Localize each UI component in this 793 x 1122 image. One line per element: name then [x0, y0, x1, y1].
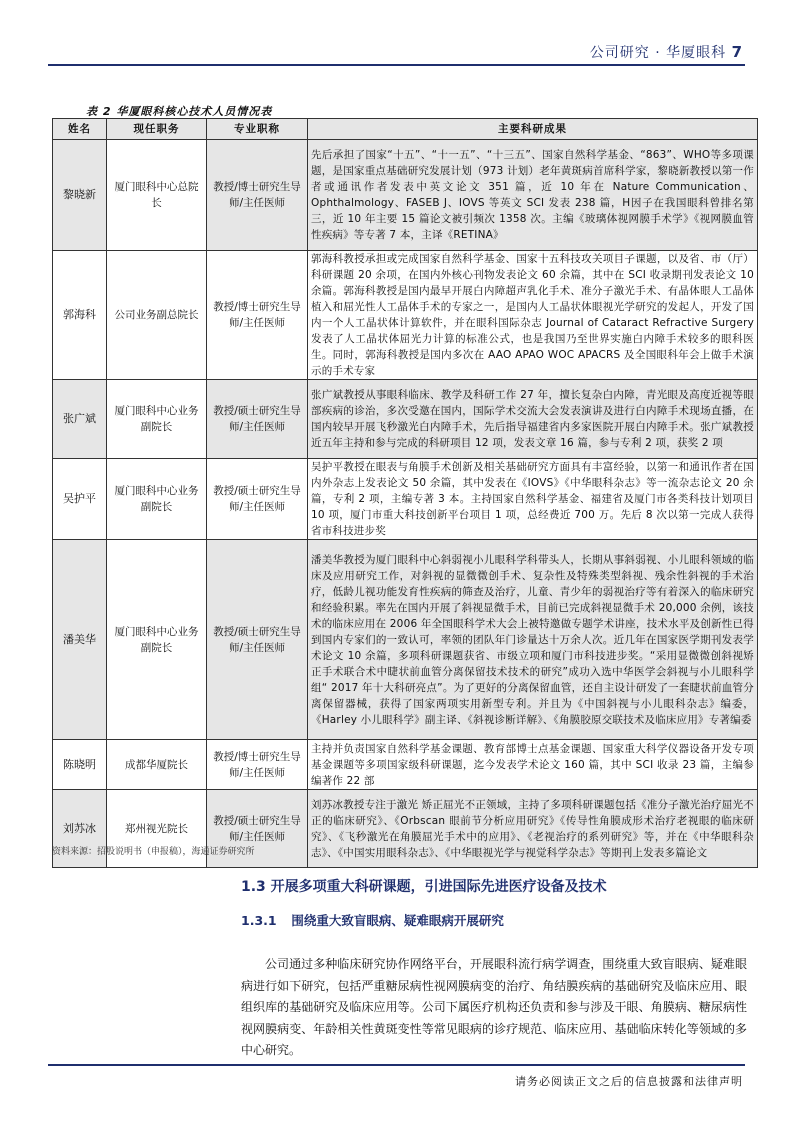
footer-disclaimer: 请务必阅读正文之后的信息披露和法律声明 [515, 1075, 743, 1088]
header-divider [48, 64, 745, 66]
staff-position: 厦门眼科中心总院长 [107, 140, 207, 251]
staff-title: 教授/硕士研究生导师/主任医师 [207, 540, 308, 740]
staff-position: 郑州视光院长 [107, 790, 207, 868]
column-header-achievements: 主要科研成果 [308, 119, 758, 140]
staff-title: 教授/博士研究生导师/主任医师 [207, 251, 308, 380]
staff-position: 厦门眼科中心业务副院长 [107, 459, 207, 540]
page-header [590, 42, 743, 62]
column-header-position: 现任职务 [107, 119, 207, 140]
table-header-row [53, 119, 758, 140]
footer-divider [48, 1064, 745, 1066]
staff-achievements: 刘苏冰教授专注于激光 矫正屈光不正领域，主持了多项科研课题包括《准分子激光治疗屈光不正的临床研究》、《Orbscan 眼前节分析应用研究》《传导性角膜成形术治疗老视眼的临床研究》、《飞秒激光在角膜屈光手术中的应用》、《老视治疗的系列研究》等，并在《中华眼科杂志》、《中国实用眼科杂志》、《中华眼视光学与视觉科学杂志》等期刊上发表多篇论文 [308, 790, 758, 868]
section-heading: 1.3 开展多项重大科研课题，引进国际先进医疗设备及技术 [241, 879, 607, 895]
table-source-note: 资料来源：招股说明书（申报稿），海通证券研究所 [52, 847, 255, 857]
subsection-title: 围绕重大致盲眼病、疑难眼病开展研究 [291, 913, 504, 928]
body-paragraph: 公司通过多种临床研究协作网络平台，开展眼科流行病学调查，围绕重大致盲眼病、疑难眼病进行如下研究，包括严重糖尿病性视网膜病变的治疗、角结膜疾病的基础研究及临床应用、眼组织库的基础研究及临床应用等。公司下属医疗机构还负责和参与涉及干眼、角膜病、糖尿病性视网膜病变、年龄相关性黄斑变性等常见眼病的诊疗规范、临床应用、基础临床转化等领域的多中心研究。 [241, 957, 747, 1057]
staff-name: 黎晓新 [53, 140, 107, 251]
table-row [53, 459, 758, 540]
staff-position: 成都华厦院长 [107, 740, 207, 790]
staff-position: 公司业务副总院长 [107, 251, 207, 380]
staff-achievements: 吴护平教授在眼表与角膜手术创新及相关基础研究方面具有丰富经验，以第一和通讯作者在国内外杂志上发表论文 50 余篇，其中发表在《IOVS》《中华眼科杂志》等一流杂志论文 20 余篇，专利 2 项，主编专著 3 本。主持国家自然科学基金、福建省及厦门市各类科技计划项目 10 项，厦门市重大科技创新平台项目 1 项，总经费近 700 万。先后 8 次以第一完成人获得省市科技进步奖 [308, 459, 758, 540]
subsection-heading [241, 911, 504, 929]
page-number: 7 [731, 43, 743, 61]
subsection-number: 1.3.1 [241, 913, 277, 928]
core-staff-table [52, 118, 758, 868]
column-header-title: 专业职称 [207, 119, 308, 140]
staff-name: 张广斌 [53, 380, 107, 459]
staff-name: 郭海科 [53, 251, 107, 380]
staff-achievements: 潘美华教授为厦门眼科中心斜弱视小儿眼科学科带头人，长期从事斜弱视、小儿眼科领域的临床及应用研究工作，对斜视的显微微创手术、复杂性及特殊类型斜视、残余性斜视的手术治疗，低龄儿视功能发育性疾病的筛查及治疗，儿童、青少年的弱视治疗等有着深入的临床研究和经验积累。率先在国内开展了斜视显微手术，目前已完成斜视显微手术 20,000 余例，该技术的临床应用在 2006 年全国眼科学术大会上被特邀做专题学术讲座，技术水平及创新性已得到国内专家们的一致认可，率领的团队年门诊量达十万余人次。近几年在国家医学期刊发表学术论文 10 余篇，多项科研课题获省、市级立项和厦门市科技进步奖。“采用显微微创斜视矫正手术联合术中睫状前血管分离保留技术技术的研究”成功入选中华医学会斜视与小儿眼科学组“ 2017 年十大科研亮点”。为了更好的分离保留血管，还自主设计研发了一套睫状前血管分离保留器械，获得了国家两项实用新型专利。并且为《中国斜视与小儿眼科杂志》编委，《Harley 小儿眼科学》副主译、《斜视诊断详解》、《角膜胶原交联技术及临床应用》专著编委 [308, 540, 758, 740]
column-header-name: 姓名 [53, 119, 107, 140]
staff-table-container [52, 118, 757, 868]
staff-title: 教授/硕士研究生导师/主任医师 [207, 790, 308, 868]
staff-name: 潘美华 [53, 540, 107, 740]
staff-achievements: 先后承担了国家“十五”、“十一五”、“十三五”、国家自然科学基金、“863”、WHO等多项课题，是国家重点基础研究发展计划（973 计划）老年黄斑病首席科学家，黎晓新教授以第一作者或通讯作者发表中英文论文 351 篇，近 10 年在 Nature Communication、Ophthalmology、FASEB J、IOVS 等英文 SCI 发表 238 篇，H因子在我国眼科曾排名第三，近 10 年主要 15 篇论文被引频次 1358 次。主编《玻璃体视网膜手术学》《视网膜血管性疾病》等专著 7 本，主译《RETINA》 [308, 140, 758, 251]
table-row [53, 140, 758, 251]
table-row [53, 540, 758, 740]
table-caption: 表 2 华厦眼科核心技术人员情况表 [86, 105, 273, 118]
staff-position: 厦门眼科中心业务副院长 [107, 540, 207, 740]
staff-title: 教授/博士研究生导师/主任医师 [207, 140, 308, 251]
staff-achievements: 郭海科教授承担或完成国家自然科学基金、国家十五科技攻关项目子课题，以及省、市（厅）科研课题 20 余项，在国内外核心刊物发表论文 60 余篇，其中在 SCI 收录期刊发表论文 10 余篇。郭海科教授是国内最早开展白内障超声乳化手术、准分子激光手术、有晶体眼人工晶体植入和屈光性人工晶体手术的专家之一，是国内人工晶状体眼视光学研究的发起人，开发了国内一个人工晶状体计算软件，并在眼科国际杂志 Journal of Cataract Refractive Surgery 发表了人工晶状体屈光力计算的标准公式，也是我国乃至世界实施白内障手术较多的眼科医生。同时，郭海科教授是国内多次在 AAO APAO WOC APACRS 及全国眼科年会上做手术演示的手术专家 [308, 251, 758, 380]
table-row [53, 251, 758, 380]
staff-name: 刘苏冰 [53, 790, 107, 868]
staff-name: 吴护平 [53, 459, 107, 540]
staff-title: 教授/博士研究生导师/主任医师 [207, 740, 308, 790]
staff-achievements: 主持并负责国家自然科学基金课题、教育部博士点基金课题、国家重大科学仪器设备开发专项基金课题等多项国家级科研课题，迄今发表学术论文 160 篇，其中 SCI 收录 23 篇，主编参编著作 22 部 [308, 740, 758, 790]
staff-achievements: 张广斌教授从事眼科临床、教学及科研工作 27 年，擅长复杂白内障，青光眼及高度近视等眼部疾病的诊治，多次受邀在国内，国际学术交流大会发表演讲及进行白内障手术现场直播，在国内较早开展飞秒激光白内障手术，先后指导福建省内多家医院开展白内障手术。张广斌教授近五年主持和参与完成的科研项目 12 项，发表文章 16 篇，参与专利 2 项，获奖 2 项 [308, 380, 758, 459]
table-row [53, 740, 758, 790]
staff-title: 教授/硕士研究生导师/主任医师 [207, 459, 308, 540]
header-breadcrumb: 公司研究 · 华厦眼科 [589, 45, 727, 61]
staff-title: 教授/硕士研究生导师/主任医师 [207, 380, 308, 459]
table-row [53, 380, 758, 459]
staff-name: 陈晓明 [53, 740, 107, 790]
staff-position: 厦门眼科中心业务副院长 [107, 380, 207, 459]
